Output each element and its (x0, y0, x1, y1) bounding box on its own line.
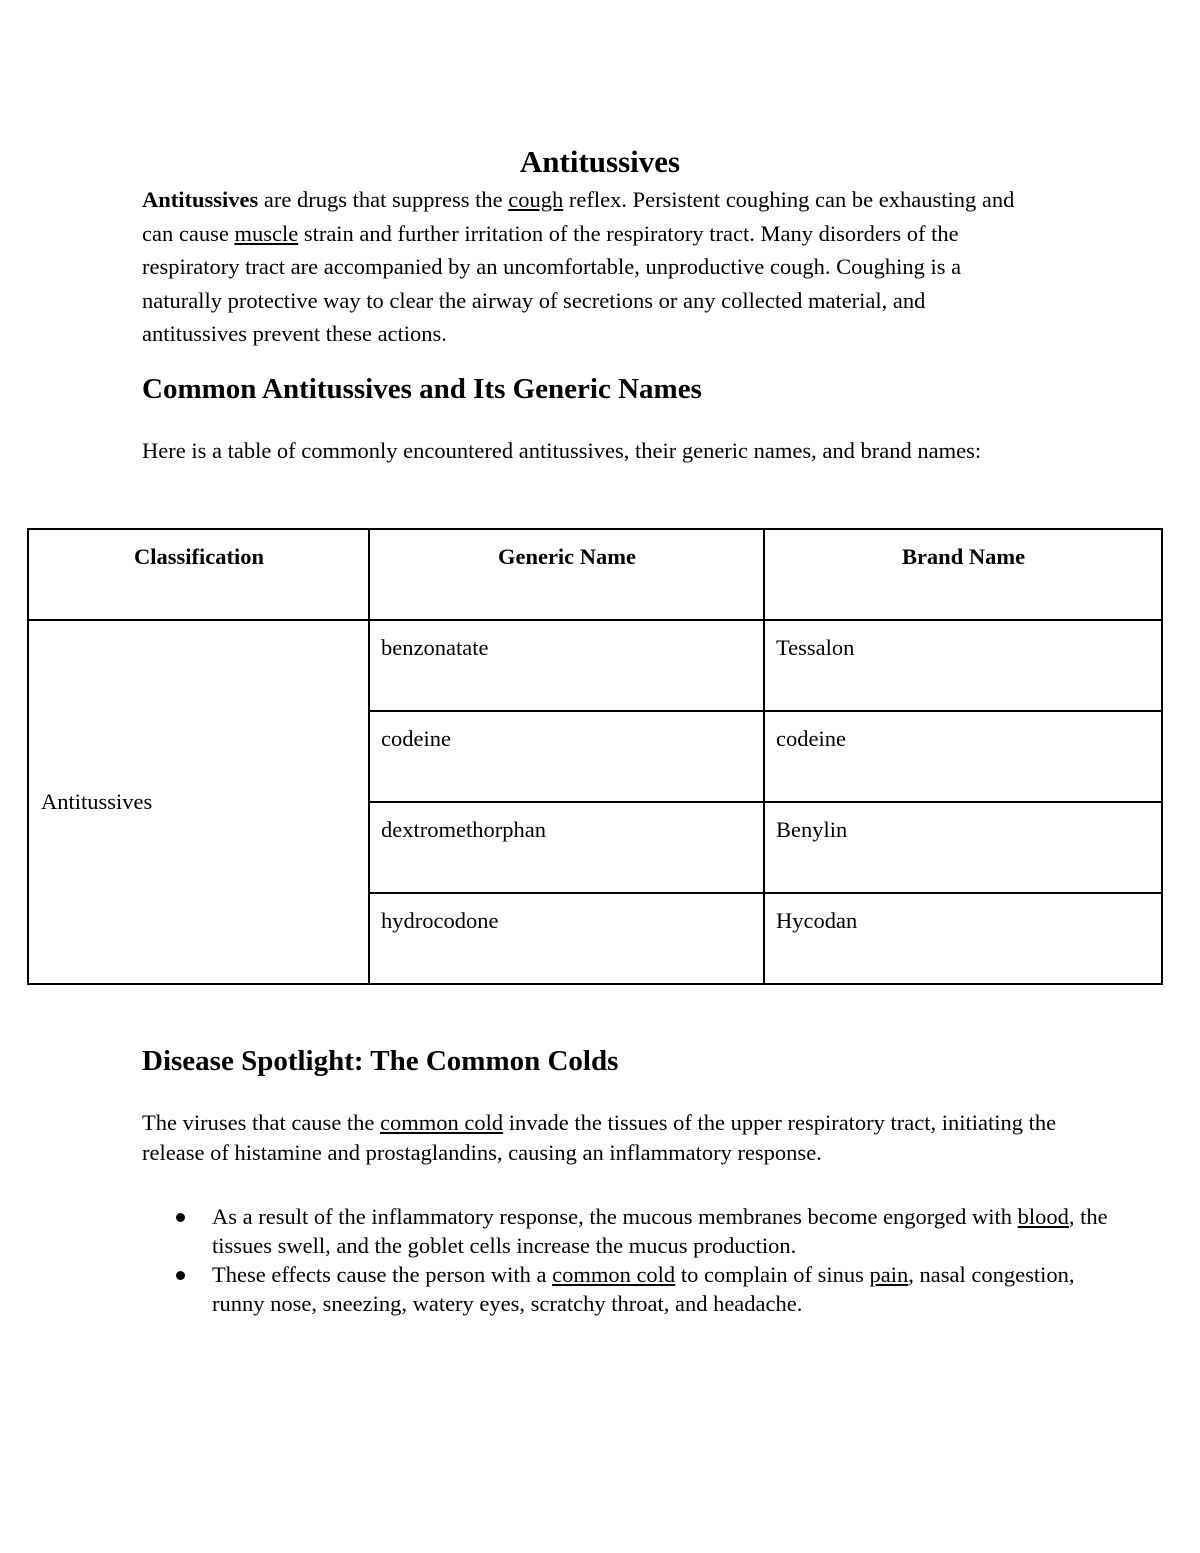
symptoms-list (142, 1202, 1112, 1318)
brand-name-cell: codeine (764, 711, 1162, 802)
link-common-cold[interactable]: common cold (380, 1110, 504, 1135)
link-muscle[interactable]: muscle (234, 220, 299, 246)
bullet-text: As a result of the inflammatory response, the mucous membranes become engorged with (212, 1204, 1018, 1229)
bullet-text: These effects cause the person with a (212, 1262, 553, 1287)
bullet-text: to complain of sinus (675, 1262, 870, 1287)
section-heading-disease-spotlight: Disease Spotlight: The Common Colds (142, 1045, 619, 1077)
antitussives-table (27, 528, 1163, 985)
link-common-cold-2[interactable]: common cold (552, 1262, 676, 1287)
table-header-row (28, 529, 1162, 620)
table-intro-text: Here is a table of commonly encountered antitussives, their generic names, and brand names: (142, 438, 982, 463)
brand-name-cell: Hycodan (764, 893, 1162, 984)
link-pain[interactable]: pain (869, 1262, 909, 1287)
list-item (212, 1260, 1112, 1318)
header-classification: Classification (28, 529, 369, 620)
common-cold-paragraph (142, 1108, 1082, 1168)
table-row (28, 620, 1162, 711)
section-heading-common-antitussives: Common Antitussives and Its Generic Names (142, 373, 702, 405)
para-text-1: The viruses that cause the (142, 1110, 381, 1135)
bullet-icon (176, 1271, 185, 1280)
header-brand-name: Brand Name (764, 529, 1162, 620)
list-item (212, 1202, 1112, 1260)
generic-name-cell: codeine (369, 711, 764, 802)
link-cough[interactable]: cough (508, 187, 564, 212)
para-text-2: invade the tissues of the upper respiratory tract, initiating the release of histamine and prostaglandins, causing an inflammatory response. (142, 1110, 1057, 1165)
intro-paragraph (142, 183, 1022, 351)
brand-name-cell: Tessalon (764, 620, 1162, 711)
intro-text-2: reflex. Persistent coughing can be exhausting and can cause (142, 187, 1015, 246)
intro-bold-term: Antitussives (142, 187, 259, 212)
intro-text-3: strain and further irritation of the respiratory tract. Many disorders of the respiratory tract are accompanied by an uncomfortable, unproductive cough. Coughing is a naturally protective way to clear the airway of secretions or any collected material, and antitussives prevent these actions. (142, 220, 962, 346)
bullet-text: , the tissues swell, and the goblet cells increase the mucus production. (212, 1204, 1108, 1258)
bullet-text: , nasal congestion, runny nose, sneezing, watery eyes, scratchy throat, and headache. (212, 1262, 1075, 1316)
generic-name-cell: hydrocodone (369, 893, 764, 984)
page-title: Antitussives (519, 144, 681, 179)
brand-name-cell: Benylin (764, 802, 1162, 893)
classification-cell: Antitussives (28, 620, 369, 984)
generic-name-cell: benzonatate (369, 620, 764, 711)
bullet-icon (176, 1213, 185, 1222)
header-generic-name: Generic Name (369, 529, 764, 620)
link-blood[interactable]: blood (1017, 1204, 1069, 1229)
intro-text-1: are drugs that suppress the (258, 187, 509, 212)
generic-name-cell: dextromethorphan (369, 802, 764, 893)
